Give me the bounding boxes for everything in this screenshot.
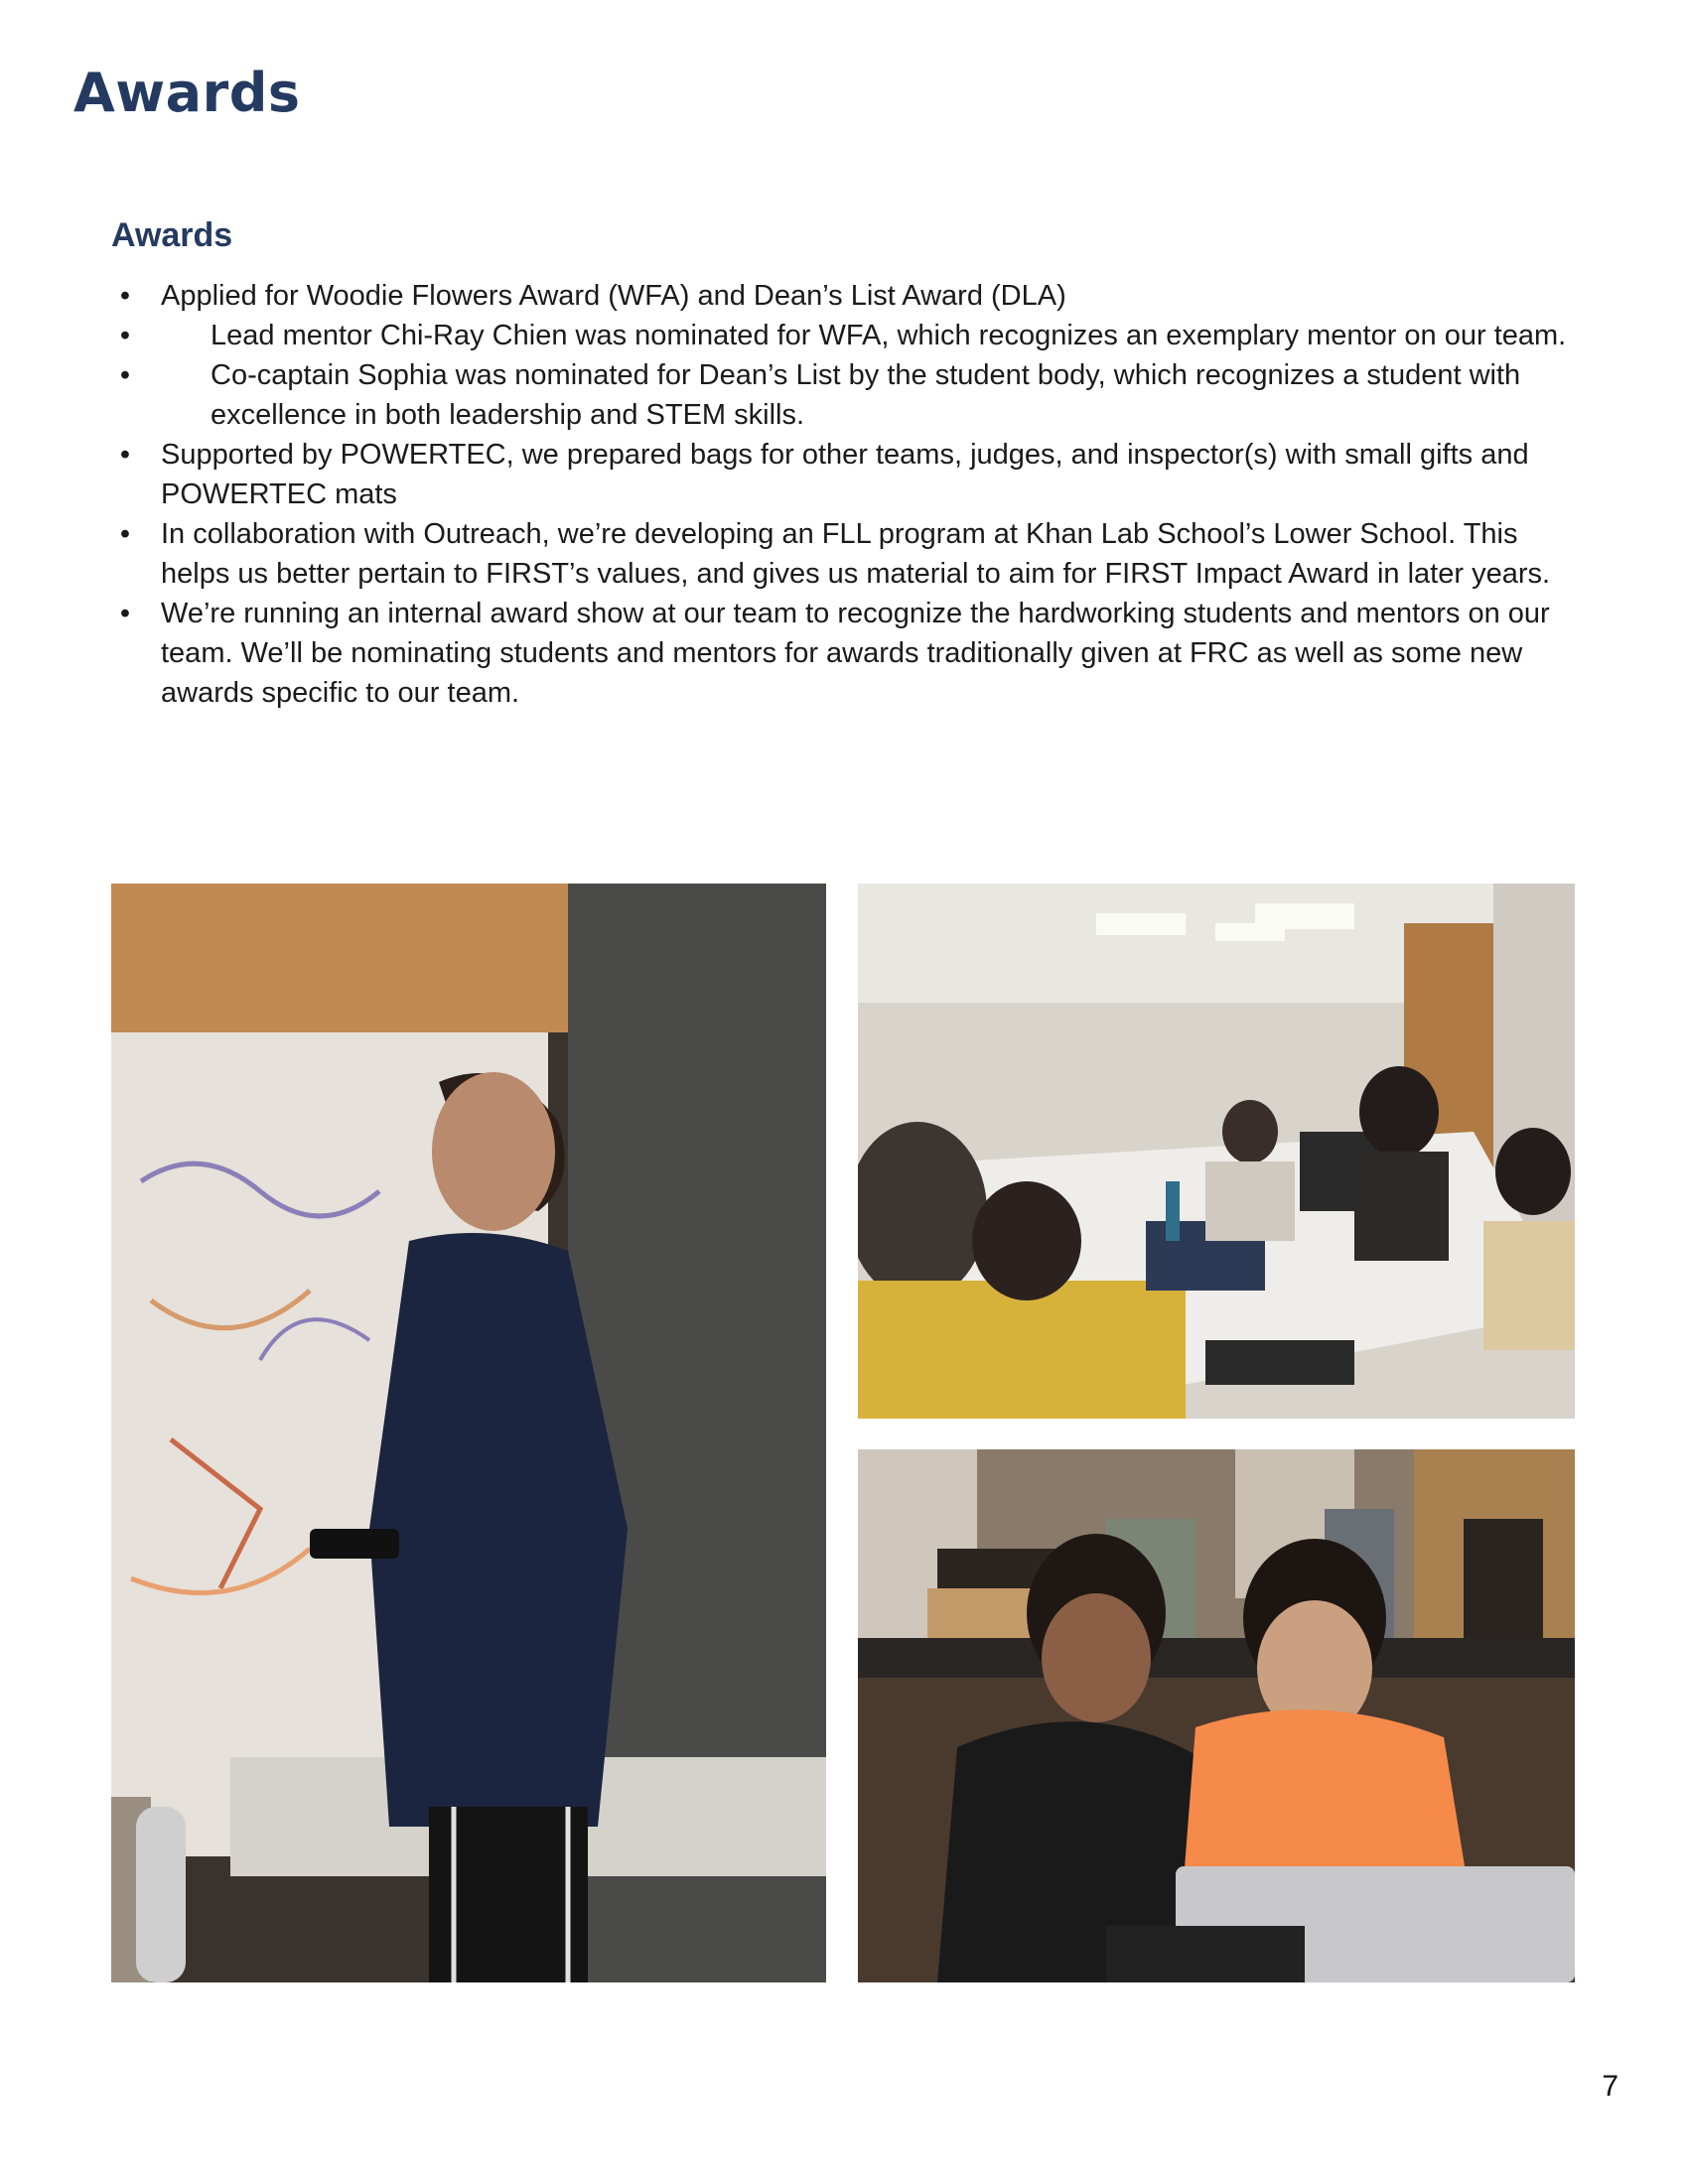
bullet-marker: • — [119, 280, 131, 312]
bullet-text: Supported by POWERTEC, we prepared bags for other teams, judges, and inspector(s) with small gifts and POWERTEC mats — [161, 439, 1529, 510]
section-heading: Awards — [111, 216, 233, 254]
page-number: 7 — [1602, 2070, 1618, 2103]
awards-bullet-list — [111, 276, 1571, 713]
photo-student-speaking — [111, 884, 826, 1982]
bullet-marker: • — [119, 439, 131, 471]
bullet-marker: • — [119, 320, 131, 351]
bullet-item — [111, 355, 1571, 435]
photo-team-meeting-table-illustration — [858, 884, 1575, 1419]
bullet-item — [111, 316, 1571, 355]
bullet-item — [111, 594, 1571, 713]
bullet-item — [111, 276, 1571, 316]
bullet-text: Applied for Woodie Flowers Award (WFA) and Dean’s List Award (DLA) — [161, 280, 1066, 312]
bullet-text: We’re running an internal award show at our team to recognize the hardworking students and mentors on our team. We’ll be nominating students and mentors for awards traditionally given at FRC as well as some new awards specific to our team. — [161, 598, 1550, 709]
bullet-text: In collaboration with Outreach, we’re developing an FLL program at Khan Lab School’s Lower School. This helps us better pertain to FIRST’s values, and gives us material to aim for FIRST Impact Award in later years. — [161, 518, 1551, 590]
page-title: Awards — [73, 62, 301, 124]
bullet-marker: • — [119, 598, 131, 629]
bullet-marker: • — [119, 518, 131, 550]
bullet-text: Lead mentor Chi-Ray Chien was nominated for WFA, which recognizes an exemplary mentor on our team. — [211, 320, 1567, 351]
photo-student-speaking-illustration — [111, 884, 826, 1982]
photo-students-laptop — [858, 1449, 1575, 1982]
photo-students-laptop-illustration — [858, 1449, 1575, 1982]
bullet-item — [111, 514, 1571, 594]
photo-team-meeting-table — [858, 884, 1575, 1419]
bullet-text: Co-captain Sophia was nominated for Dean’s List by the student body, which recognizes a student with excellence in both leadership and STEM skills. — [211, 359, 1521, 431]
bullet-item — [111, 435, 1571, 514]
bullet-marker: • — [119, 359, 131, 391]
